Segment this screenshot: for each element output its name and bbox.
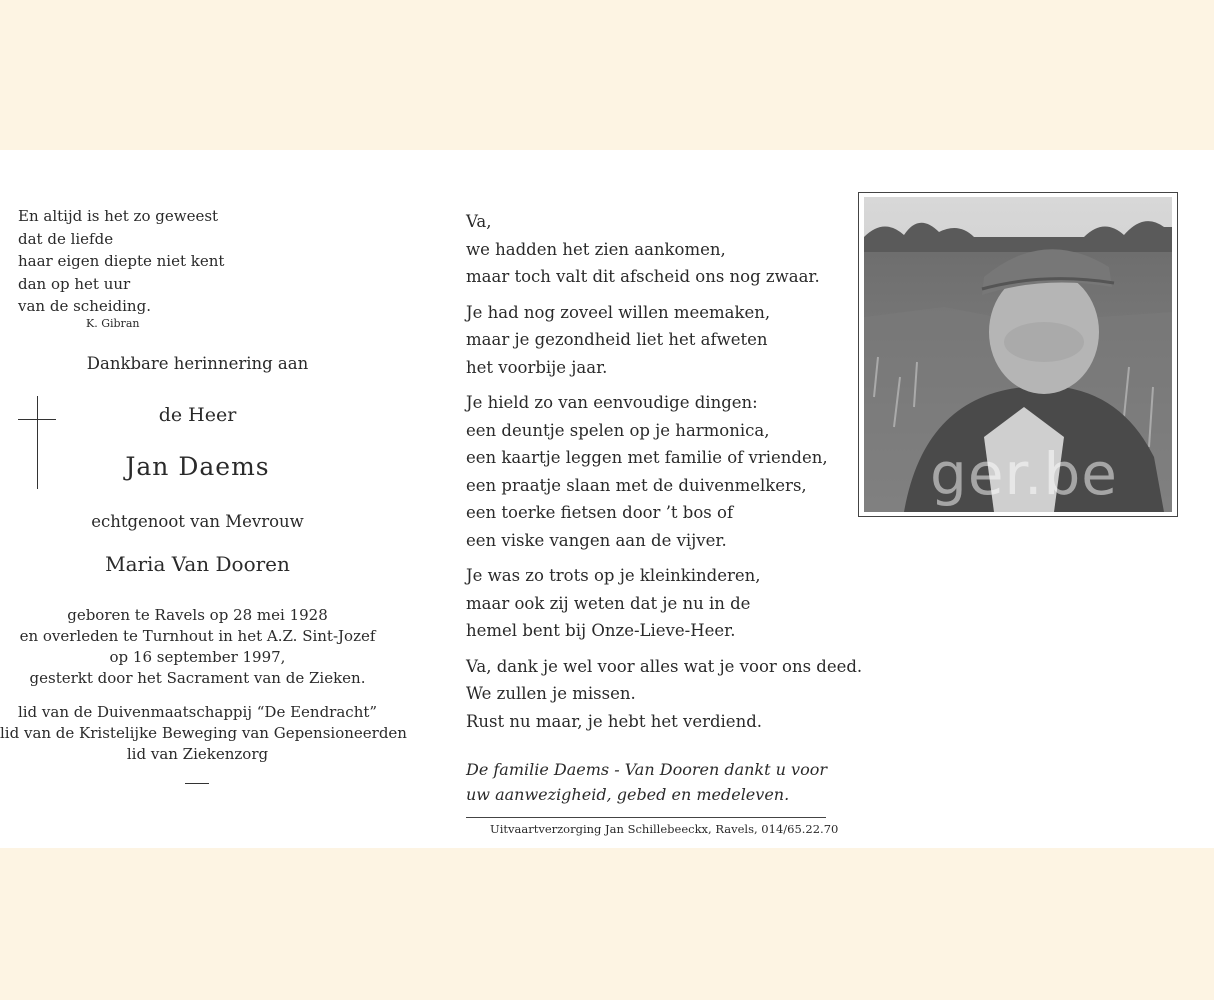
quote-line: haar eigen diepte niet kent — [18, 252, 225, 270]
quote-line: dan op het uur — [18, 274, 131, 293]
quote-line: dat de liefde — [18, 229, 114, 248]
poem-line: Rust nu maar, je hebt het verdiend. — [466, 711, 763, 731]
deceased-title: de Heer — [158, 404, 237, 426]
poem-stanza — [466, 653, 862, 736]
thanks-line: uw aanwezigheid, gebed en medeleven. — [466, 785, 790, 804]
poem-line: hemel bent bij Onze-Lieve-Heer. — [466, 621, 736, 640]
poem-line: Je had nog zoveel willen meemaken, — [466, 302, 771, 322]
poem-stanza — [466, 562, 862, 645]
membership-line: lid van Ziekenzorg — [126, 745, 269, 763]
poem-line: maar toch valt dit afscheid ons nog zwaar. — [466, 267, 820, 286]
quote — [18, 205, 224, 318]
poem-line: we hadden het zien aankomen, — [466, 239, 726, 259]
spouse-intro: echtgenoot van Mevrouw — [91, 512, 304, 531]
poem-stanza — [466, 208, 862, 291]
poem-line: maar je gezondheid liet het afweten — [466, 330, 768, 349]
footer-rule — [466, 817, 826, 818]
poem-line: Je hield zo van eenvoudige dingen: — [466, 393, 758, 412]
family-thanks — [466, 757, 827, 807]
poem-line: een toerke fietsen door ’t bos of — [466, 503, 734, 522]
dates-line: en overleden te Turnhout in het A.Z. Sint-Jozef — [19, 627, 376, 645]
thanks-line: De familie Daems - Van Dooren dankt u voor — [466, 760, 827, 779]
deceased-name: Jan Daems — [125, 452, 270, 481]
membership-line: lid van de Kristelijke Beweging van Gepensioneerden — [0, 724, 407, 742]
poem-line: een praatje slaan met de duivenmelkers, — [466, 475, 807, 495]
memberships — [0, 702, 407, 765]
undertaker-credit: Uitvaartverzorging Jan Schillebeeckx, Ravels, 014/65.22.70 — [490, 822, 839, 836]
remembrance-intro: Dankbare herinnering aan — [86, 354, 309, 373]
poem — [466, 208, 862, 743]
poem-line: Je was zo trots op je kleinkinderen, — [466, 566, 761, 585]
dates-line: gesterkt door het Sacrament van de Zieken. — [29, 669, 366, 687]
poem-line: Va, dank je wel voor alles wat je voor ons deed. — [466, 656, 863, 676]
poem-line: Va, — [466, 212, 492, 231]
divider-dash — [185, 783, 209, 784]
poem-line: een viske vangen aan de vijver. — [466, 530, 727, 550]
poem-line: een deuntje spelen op je harmonica, — [466, 420, 770, 440]
watermark: ger.be — [930, 440, 1118, 508]
membership-line: lid van de Duivenmaatschappij “De Eendracht” — [17, 703, 378, 721]
quote-line: En altijd is het zo geweest — [18, 207, 219, 225]
poem-line: het voorbije jaar. — [466, 357, 608, 377]
spouse-name: Maria Van Dooren — [105, 552, 290, 576]
dates-line: op 16 september 1997, — [109, 648, 286, 666]
quote-author: K. Gibran — [86, 317, 140, 330]
poem-stanza — [466, 299, 862, 382]
dates-line: geboren te Ravels op 28 mei 1928 — [67, 606, 328, 624]
life-dates — [0, 605, 395, 689]
poem-line: maar ook zij weten dat je nu in de — [466, 593, 751, 613]
quote-line: van de scheiding. — [18, 297, 151, 315]
poem-line: een kaartje leggen met familie of vrienden, — [466, 448, 828, 467]
poem-line: We zullen je missen. — [466, 684, 636, 703]
poem-stanza — [466, 389, 862, 554]
